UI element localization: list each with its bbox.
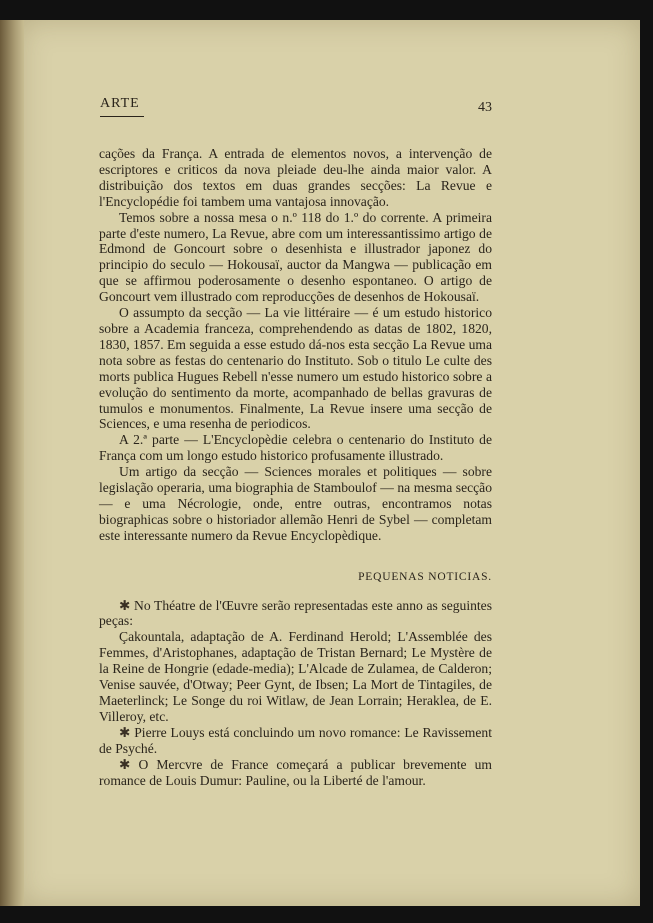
paragraph: A 2.ª parte — L'Encyclopèdie celebra o centenario do Instituto de França com um longo estudo historico profusamente illustrado. (99, 432, 492, 464)
page-gutter (0, 20, 24, 906)
running-title: ARTE (100, 96, 140, 111)
asterisk-icon: ✱ (119, 724, 131, 740)
paragraph: O assumpto da secção — La vie littéraire — é um estudo historico sobre a Academia franceza, comprehendendo as datas de 1802, 1820, 1830, 1857. Em seguida a esse estudo dá-nos esta secção La Revue uma nota sobre as festas do centenario do Instituto. Sob o titulo Le culte des morts publica Hugues Rebell n'esse numero um estudo historico sobre a evolução do sentimento da morte, acompanhado de bellas gravuras de tumulos e monumentos. Finalmente, La Revue insere uma secção de Sciences, e uma resenha de periodicos. (99, 305, 492, 432)
page-number: 43 (478, 100, 492, 115)
asterisk-icon: ✱ (119, 597, 131, 613)
section-title: PEQUENAS NOTICIAS. (358, 570, 492, 583)
notice-item (99, 725, 492, 757)
notice-text: No Théatre de l'Œuvre serão representadas este anno as seguintes peças: (99, 597, 492, 629)
notice-item: Çakountala, adaptação de A. Ferdinand Herold; L'Assemblée des Femmes, d'Aristophanes, adaptação de Tristan Bernard; Le Mystère de la Reine de Hongrie (edade-media); L'Alcade de Zulamea, de Calderon; Venise sauvée, d'Otway; Peer Gynt, de Ibsen; La Mort de Tintagiles, de Maeterlinck; Le Songe du roi Witlaw, de Jean Lorrain; Heraklea, de E. Villeroy, etc. (99, 629, 492, 724)
article-body (99, 146, 492, 788)
asterisk-icon: ✱ (119, 756, 131, 772)
paragraph: Temos sobre a nossa mesa o n.º 118 do 1.º do corrente. A primeira parte d'este numero, La Revue, abre com um interessantissimo artigo de Edmond de Goncourt sobre o desenhista e illustrador japonez do principio do seculo — Hokousaï, auctor da Mangwa — publicação em que se affirmou poderosamente o desenho espontaneo. O artigo de Goncourt vem illustrado com reproducções de desenhos de Hokousaï. (99, 209, 492, 305)
notice-item (99, 757, 492, 789)
notice-item (99, 598, 492, 630)
notice-text: O Mercvre de France começará a publicar brevemente um romance de Louis Dumur: Pauline, ou la Liberté de l'amour. (99, 756, 492, 788)
notice-text: Pierre Louys está concluindo um novo romance: Le Ravissement de Psyché. (99, 724, 492, 756)
paragraph: Um artigo da secção — Sciences morales et politiques — sobre legislação operaria, uma biographia de Stamboulof — na mesma secção — e uma Nécrologie, onde, entre outras, encontramos notas biographicas sobre o historiador allemão Henri de Sybel — completam este interessante numero da Revue Encyclopèdique. (99, 464, 492, 543)
paragraph: cações da França. A entrada de elementos novos, a intervenção de escriptores e criticos da nova pleiade deu-lhe ainda maior valor. A distribuição dos textos em duas grandes secções: La Revue e l'Encyclopédie foi tambem uma vantajosa innovação. (99, 146, 492, 209)
